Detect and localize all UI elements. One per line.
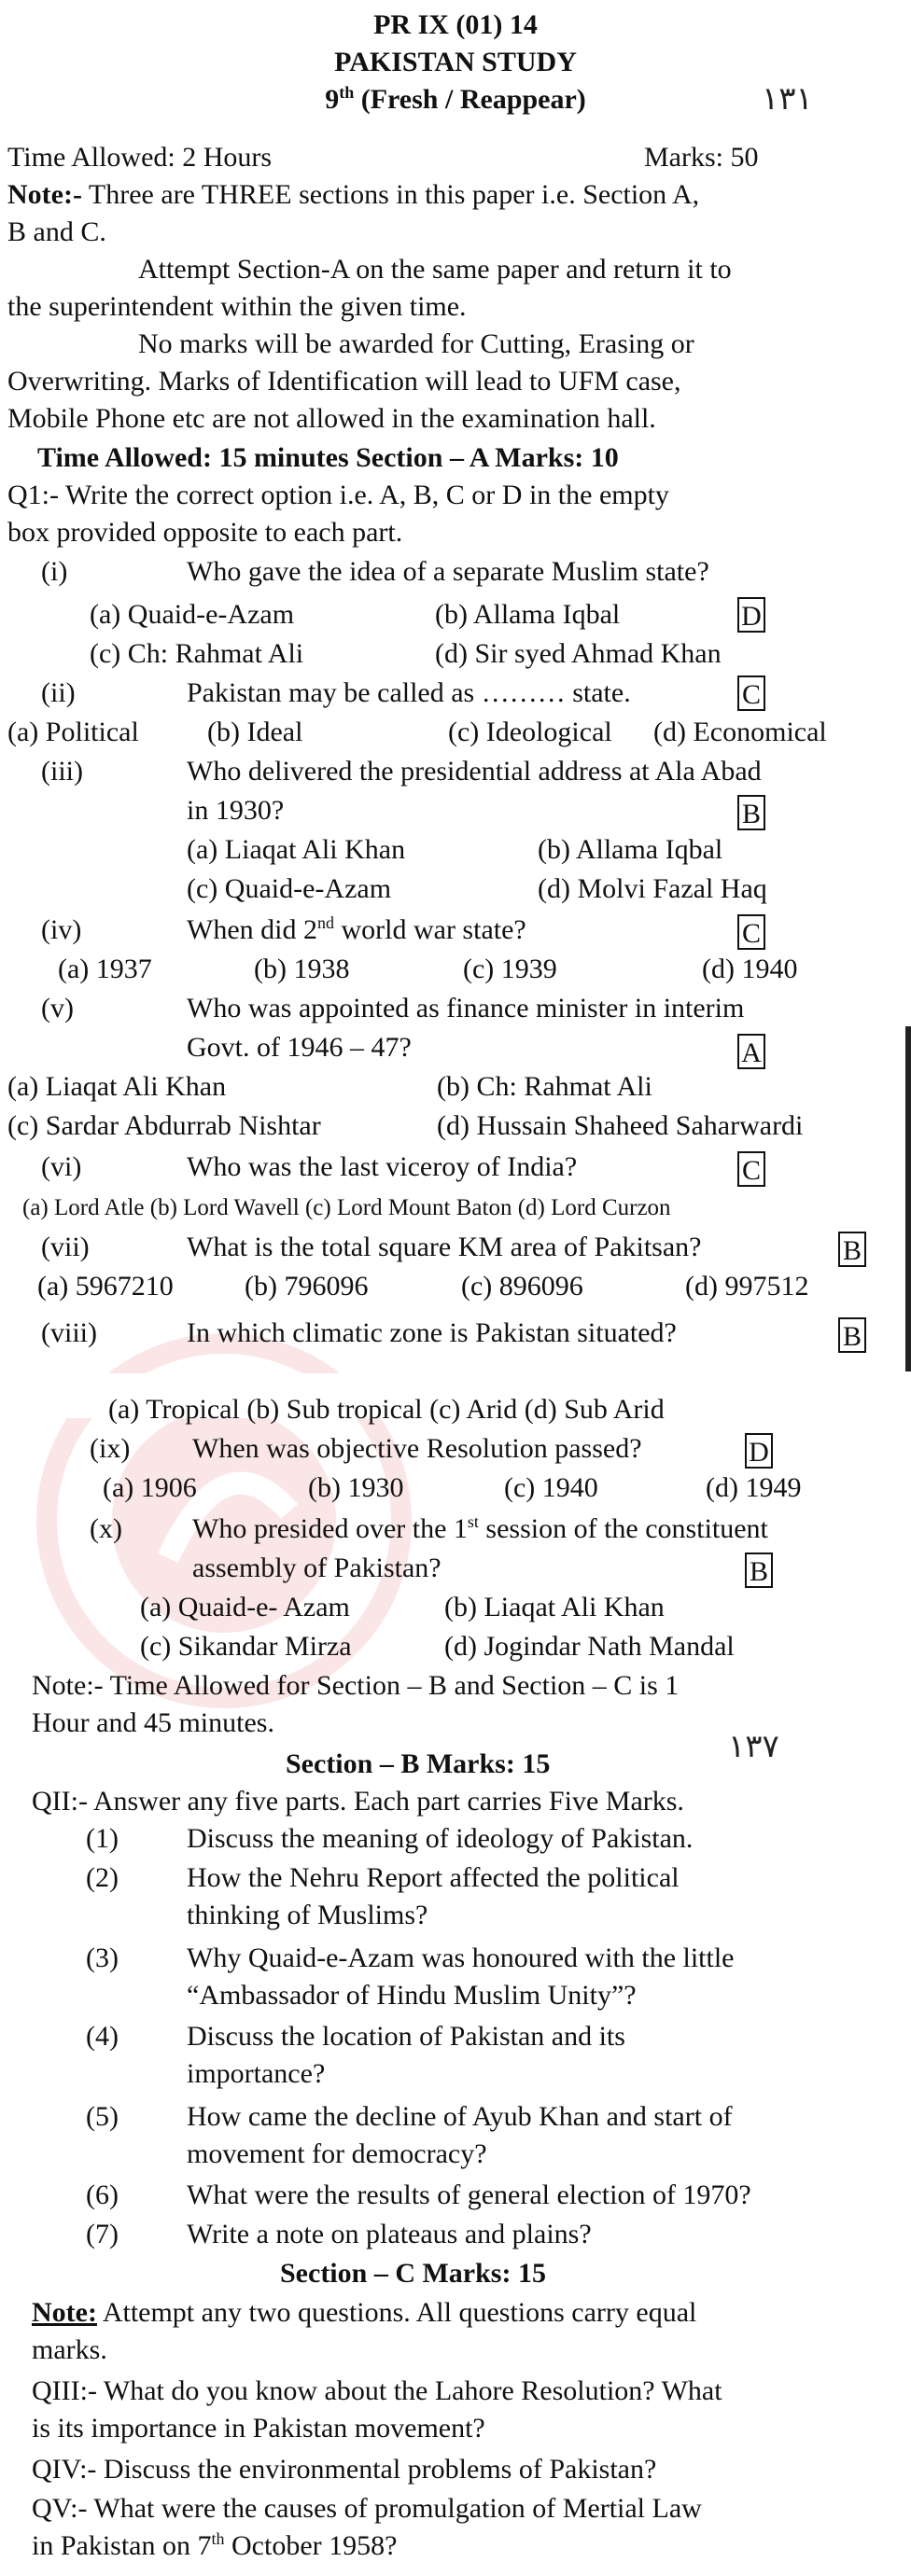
q1-x-option-c: (c) Sikandar Mirza bbox=[140, 1631, 352, 1662]
qii-6-number: (6) bbox=[86, 2179, 119, 2210]
q1-iv-option-d: (d) 1940 bbox=[702, 954, 798, 984]
q1-iii-answer-box: B bbox=[737, 795, 765, 830]
qii-5-text-2: movement for democracy? bbox=[187, 2138, 487, 2169]
note-line-1: Note:- Three are THREE sections in this paper i.e. Section A, bbox=[7, 179, 700, 210]
q1-vii-option-d: (d) 997512 bbox=[685, 1271, 809, 1302]
q1-v-answer-box: A bbox=[737, 1034, 765, 1069]
q1-instruction-1: Q1:- Write the correct option i.e. A, B, C or D in the empty bbox=[7, 480, 669, 510]
qv-text-1: QV:- What were the causes of promulgation of Mertial Law bbox=[32, 2493, 702, 2524]
q1-iv-option-c: (c) 1939 bbox=[463, 954, 557, 984]
q1-vi-options: (a) Lord Atle (b) Lord Wavell (c) Lord Mount Baton (d) Lord Curzon bbox=[22, 1195, 671, 1220]
q1-i-question: Who gave the idea of a separate Muslim state? bbox=[187, 556, 709, 587]
q1-iii-option-d: (d) Molvi Fazal Haq bbox=[538, 873, 767, 904]
q1-vii-question: What is the total square KM area of Pakitsan? bbox=[187, 1232, 702, 1262]
qii-3-number: (3) bbox=[86, 1942, 119, 1973]
q1-v-option-c: (c) Sardar Abdurrab Nishtar bbox=[7, 1110, 321, 1141]
class-line: 9th (Fresh / Reappear) bbox=[325, 83, 586, 115]
note-line-5: No marks will be awarded for Cutting, Erasing or bbox=[138, 328, 694, 359]
q1-ix-answer-box: D bbox=[745, 1433, 773, 1469]
q1-vii-option-c: (c) 896096 bbox=[461, 1271, 583, 1302]
q1-ii-option-b: (b) Ideal bbox=[207, 717, 303, 747]
qii-6-text: What were the results of general election of 1970? bbox=[187, 2179, 751, 2210]
handwritten-mark: ١٣١ bbox=[762, 80, 813, 118]
note-line-6: Overwriting. Marks of Identification will lead to UFM case, bbox=[7, 366, 681, 397]
q1-v-question-2: Govt. of 1946 – 47? bbox=[187, 1032, 412, 1063]
time-note-2: Hour and 45 minutes. bbox=[32, 1707, 274, 1738]
q1-instruction-2: box provided opposite to each part. bbox=[7, 517, 403, 548]
q1-vi-question: Who was the last viceroy of India? bbox=[187, 1151, 578, 1182]
section-a-heading: Time Allowed: 15 minutes Section – A Marks: 10 bbox=[37, 442, 619, 473]
qii-7-number: (7) bbox=[86, 2219, 119, 2249]
section-b-heading: Section – B Marks: 15 bbox=[286, 1748, 551, 1779]
subject-title: PAKISTAN STUDY bbox=[334, 47, 577, 77]
q1-ii-answer-box: C bbox=[737, 675, 765, 711]
q1-ix-option-d: (d) 1949 bbox=[706, 1472, 802, 1503]
section-c-note-1: Note: Attempt any two questions. All questions carry equal bbox=[32, 2297, 697, 2328]
q1-x-option-d: (d) Jogindar Nath Mandal bbox=[444, 1631, 735, 1662]
qii-3-text-1: Why Quaid-e-Azam was honoured with the little bbox=[187, 1942, 735, 1973]
q1-x-answer-box: B bbox=[745, 1553, 773, 1588]
qii-1-text: Discuss the meaning of ideology of Pakistan. bbox=[187, 1823, 694, 1854]
q1-ii-option-d: (d) Economical bbox=[653, 717, 827, 747]
time-allowed: Time Allowed: 2 Hours bbox=[7, 142, 273, 173]
q1-v-question-1: Who was appointed as finance minister in interim bbox=[187, 993, 745, 1023]
q1-i-answer-box: D bbox=[737, 597, 765, 633]
q1-x-number: (x) bbox=[90, 1513, 122, 1544]
q1-i-option-c: (c) Ch: Rahmat Ali bbox=[90, 638, 304, 669]
qii-7-text: Write a note on plateaus and plains? bbox=[187, 2219, 592, 2249]
qii-4-text-2: importance? bbox=[187, 2058, 326, 2089]
q1-x-question-2: assembly of Pakistan? bbox=[192, 1553, 441, 1583]
q1-x-question-1: Who presided over the 1st session of the constituent bbox=[192, 1512, 768, 1544]
q1-vii-answer-box: B bbox=[838, 1232, 866, 1267]
q1-iii-number: (iii) bbox=[41, 756, 83, 787]
q1-iii-option-a: (a) Liaqat Ali Khan bbox=[187, 834, 406, 865]
paper-code: PR IX (01) 14 bbox=[373, 9, 538, 40]
q1-vi-answer-box: C bbox=[737, 1151, 765, 1187]
q1-i-option-a: (a) Quaid-e-Azam bbox=[90, 599, 295, 630]
q1-vii-option-b: (b) 796096 bbox=[245, 1271, 369, 1302]
q1-vi-number: (vi) bbox=[41, 1151, 82, 1182]
q1-x-option-b: (b) Liaqat Ali Khan bbox=[444, 1592, 665, 1622]
total-marks: Marks: 50 bbox=[644, 142, 759, 173]
qiii-text-1: QIII:- What do you know about the Lahore Resolution? What bbox=[32, 2375, 722, 2406]
q1-iv-number: (iv) bbox=[41, 914, 82, 945]
qiv-text: QIV:- Discuss the environmental problems of Pakistan? bbox=[32, 2454, 657, 2485]
qii-2-text-1: How the Nehru Report affected the political bbox=[187, 1862, 680, 1893]
q1-ix-question: When was objective Resolution passed? bbox=[192, 1433, 642, 1464]
q1-ix-option-b: (b) 1930 bbox=[308, 1472, 404, 1503]
q1-v-option-d: (d) Hussain Shaheed Saharwardi bbox=[437, 1110, 804, 1141]
q1-viii-options: (a) Tropical (b) Sub tropical (c) Arid (d) Sub Arid bbox=[108, 1394, 665, 1425]
qii-4-number: (4) bbox=[86, 2021, 119, 2052]
q1-iv-question: When did 2nd world war state? bbox=[187, 913, 526, 945]
scan-edge bbox=[905, 1026, 911, 1372]
q1-v-option-a: (a) Liaqat Ali Khan bbox=[7, 1071, 227, 1102]
q1-iv-answer-box: C bbox=[737, 914, 765, 950]
q1-i-option-b: (b) Allama Iqbal bbox=[435, 599, 621, 630]
q1-vii-option-a: (a) 5967210 bbox=[37, 1271, 174, 1302]
q1-v-number: (v) bbox=[41, 993, 74, 1023]
q1-v-option-b: (b) Ch: Rahmat Ali bbox=[437, 1071, 652, 1102]
section-c-heading: Section – C Marks: 15 bbox=[280, 2258, 546, 2289]
qv-text-2: in Pakistan on 7th October 1958? bbox=[32, 2529, 398, 2561]
note-line-7: Mobile Phone etc are not allowed in the examination hall. bbox=[7, 403, 656, 434]
q1-iv-option-a: (a) 1937 bbox=[58, 954, 152, 984]
q1-iv-option-b: (b) 1938 bbox=[254, 954, 350, 984]
q1-ix-option-a: (a) 1906 bbox=[103, 1472, 197, 1503]
qii-5-number: (5) bbox=[86, 2101, 119, 2132]
q1-iii-question-1: Who delivered the presidential address at Ala Abad bbox=[187, 756, 762, 787]
qii-5-text-1: How came the decline of Ayub Khan and start of bbox=[187, 2101, 733, 2132]
q1-iii-option-c: (c) Quaid-e-Azam bbox=[187, 873, 392, 904]
q1-iii-question-2: in 1930? bbox=[187, 795, 285, 826]
q1-x-option-a: (a) Quaid-e- Azam bbox=[140, 1592, 350, 1622]
note-line-2: B and C. bbox=[7, 216, 106, 247]
q1-vii-number: (vii) bbox=[41, 1232, 90, 1262]
qii-2-number: (2) bbox=[86, 1862, 119, 1893]
q1-iii-option-b: (b) Allama Iqbal bbox=[538, 834, 723, 865]
time-note-1: Note:- Time Allowed for Section – B and Section – C is 1 bbox=[32, 1670, 680, 1701]
q1-ii-number: (ii) bbox=[41, 677, 76, 708]
q1-ii-question: Pakistan may be called as ……… state. bbox=[187, 677, 631, 708]
qii-1-number: (1) bbox=[86, 1823, 119, 1854]
q1-viii-answer-box: B bbox=[838, 1317, 866, 1353]
q1-i-number: (i) bbox=[41, 556, 68, 587]
qii-3-text-2: “Ambassador of Hindu Muslim Unity”? bbox=[187, 1980, 637, 2011]
qii-4-text-1: Discuss the location of Pakistan and its bbox=[187, 2021, 625, 2052]
q1-ix-number: (ix) bbox=[90, 1433, 131, 1464]
section-c-note-2: marks. bbox=[32, 2334, 107, 2365]
q1-viii-number: (viii) bbox=[41, 1317, 97, 1348]
qii-2-text-2: thinking of Muslims? bbox=[187, 1900, 428, 1930]
section-b-intro: QII:- Answer any five parts. Each part carries Five Marks. bbox=[32, 1786, 684, 1817]
q1-ix-option-c: (c) 1940 bbox=[504, 1472, 598, 1503]
q1-i-option-d: (d) Sir syed Ahmad Khan bbox=[435, 638, 722, 669]
q1-viii-question: In which climatic zone is Pakistan situated? bbox=[187, 1317, 677, 1348]
q1-ii-option-c: (c) Ideological bbox=[448, 717, 612, 747]
qiii-text-2: is its importance in Pakistan movement? bbox=[32, 2413, 485, 2444]
q1-ii-option-a: (a) Political bbox=[7, 717, 139, 747]
handwritten-mark-b: ١٣٧ bbox=[728, 1728, 779, 1765]
note-line-3: Attempt Section-A on the same paper and return it to bbox=[138, 254, 732, 285]
note-line-4: the superintendent within the given time. bbox=[7, 291, 467, 322]
